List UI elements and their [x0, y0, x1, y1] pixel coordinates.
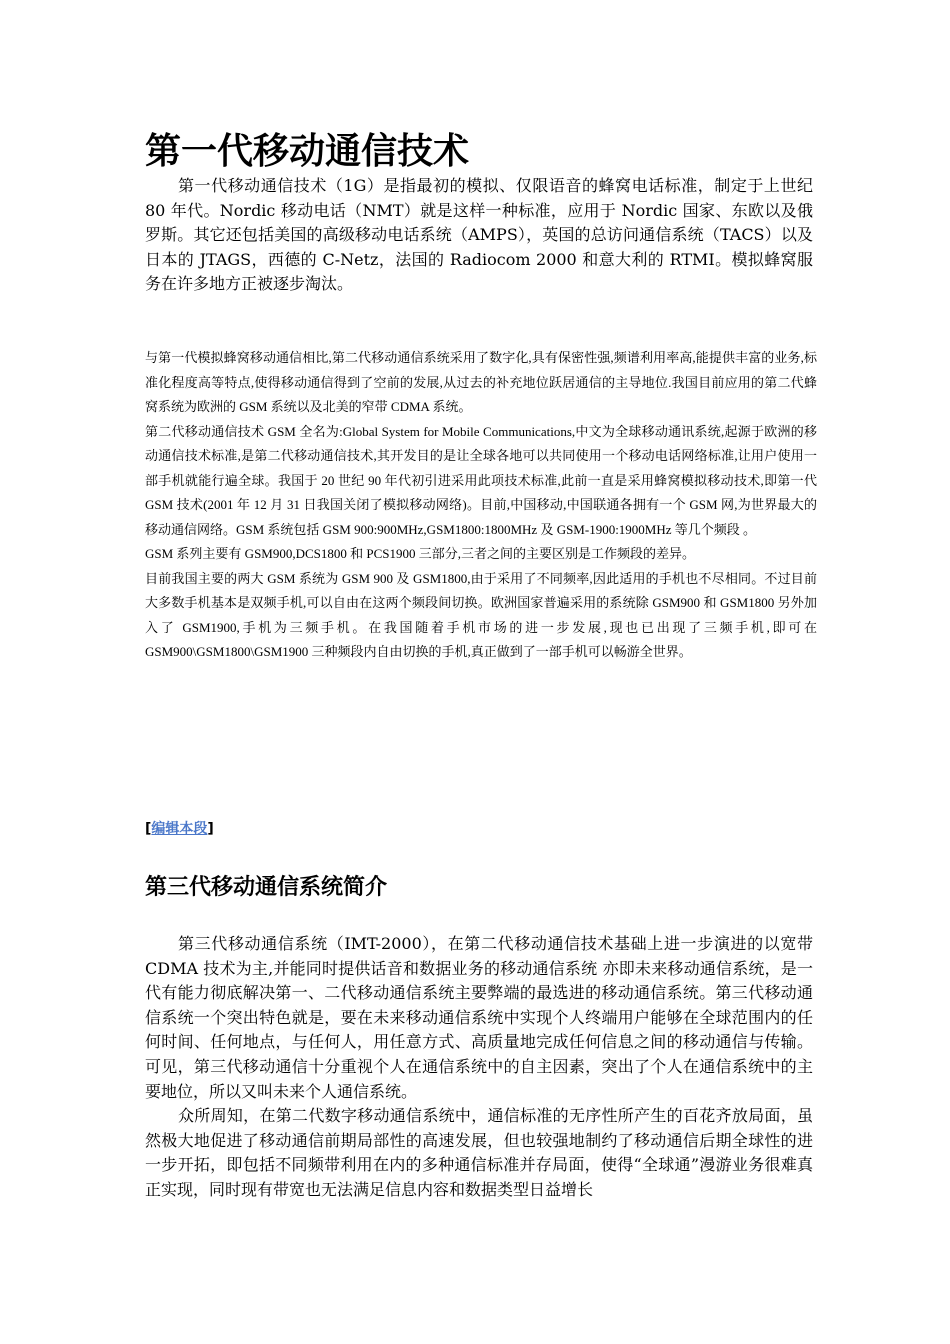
section-third-generation — [145, 932, 813, 1203]
edit-section-control — [145, 817, 214, 841]
paragraph-2g-gsm: 第二代移动通信技术 GSM 全名为:Global System for Mobile Communications,中文为全球移动通讯系统,起源于欧洲的移动通信技术标准,是第二代移动通信技术,其开发目的是让全球各地可以共同使用一个移动电话网络标准,让用户使用一部手机就能行遍全球。我国于 20 世纪 90 年代初引进采用此项技术标准,此前一直是采用蜂窝模拟移动技术,即第一代 GSM 技术(2001 年 12 月 31 日我国关闭了模拟移动网络)。目前,中国移动,中国联通各拥有一个 GSM 网,为世界最大的移动通信网络。GSM 系统包括 GSM 900:900MHz,GSM1800:1800MHz 及 GSM-1900:1900MHz 等几个频段 。 — [145, 423, 817, 537]
paragraph-2g-intro: 与第一代模拟蜂窝移动通信相比,第二代移动通信系统采用了数字化,具有保密性强,频谱利用率高,能提供丰富的业务,标准化程度高等特点,使得移动通信得到了空前的发展,从过去的补充地位跃居通信的主导地位.我国目前应用的第二代蜂窝系统为欧洲的 GSM 系统以及北美的窄带 CDMA 系统。 — [145, 350, 817, 414]
paragraph-first-generation: 第一代移动通信技术（1G）是指最初的模拟、仅限语音的蜂窝电话标准，制定于上世纪 80 年代。Nordic 移动电话（NMT）就是这样一种标准，应用于 Nordic 国家、东欧以及俄罗斯。其它还包括美国的高级移动电话系统（AMPS），英国的总访问通信系统（TACS）以及日本的 JTAGS，西德的 C-Netz，法国的 Radiocom 2000 和意大利的 RTMI。模拟蜂窝服务在许多地方正被逐步淘汰。 — [145, 176, 813, 293]
paragraph-2g-gsm-series: GSM 系列主要有 GSM900,DCS1800 和 PCS1900 三部分,三者之间的主要区别是工作频段的差异。 — [145, 546, 696, 561]
edit-bracket-close: ] — [207, 821, 214, 837]
section-second-generation — [145, 346, 817, 665]
paragraph-3g-intro: 第三代移动通信系统（IMT-2000），在第二代移动通信技术基础上进一步演进的以宽带 CDMA 技术为主,并能同时提供话音和数据业务的移动通信系统 亦即未来移动通信系统，是一代有能力彻底解决第一、二代移动通信系统主要弊端的最选进的移动通信系统。第三代移动通信系统一个突出特色就是，要在未来移动通信系统中实现个人终端用户能够在全球范围内的任何时间、任何地点，与任何人，用任意方式、高质量地完成任何信息之间的移动通信与传输。可见，第三代移动通信十分重视个人在通信系统中的自主因素，突出了个人在通信系统中的主要地位，所以又叫未来个人通信系统。 — [145, 934, 813, 1101]
heading-first-generation: 第一代移动通信技术 — [145, 131, 470, 172]
edit-bracket-open: [ — [145, 821, 152, 837]
edit-section-link[interactable]: 编辑本段 — [151, 821, 208, 837]
paragraph-3g-history: 众所周知，在第二代数字移动通信系统中，通信标准的无序性所产生的百花齐放局面，虽然极大地促进了移动通信前期局部性的高速发展，但也较强地制约了移动通信后期全球性的进一步开拓，即包括不同频带利用在内的多种通信标准并存局面，使得“全球通”漫游业务很难真正实现，同时现有带宽也无法满足信息内容和数据类型日益增长 — [145, 1106, 813, 1199]
paragraph-2g-china: 目前我国主要的两大 GSM 系统为 GSM 900 及 GSM1800,由于采用了不同频率,因此适用的手机也不尽相同。不过目前大多数手机基本是双频手机,可以自由在这两个频段间切换。欧洲国家普遍采用的系统除 GSM900 和 GSM1800 另外加入了 GSM1900,手机为三频手机。在我国随着手机市场的进一步发展,现也已出现了三频手机,即可在 GSM900\GSM1800\GSM1900 三种频段内自由切换的手机,真正做到了一部手机可以畅游全世界。 — [145, 570, 817, 659]
heading-third-generation: 第三代移动通信系统简介 — [145, 875, 388, 900]
